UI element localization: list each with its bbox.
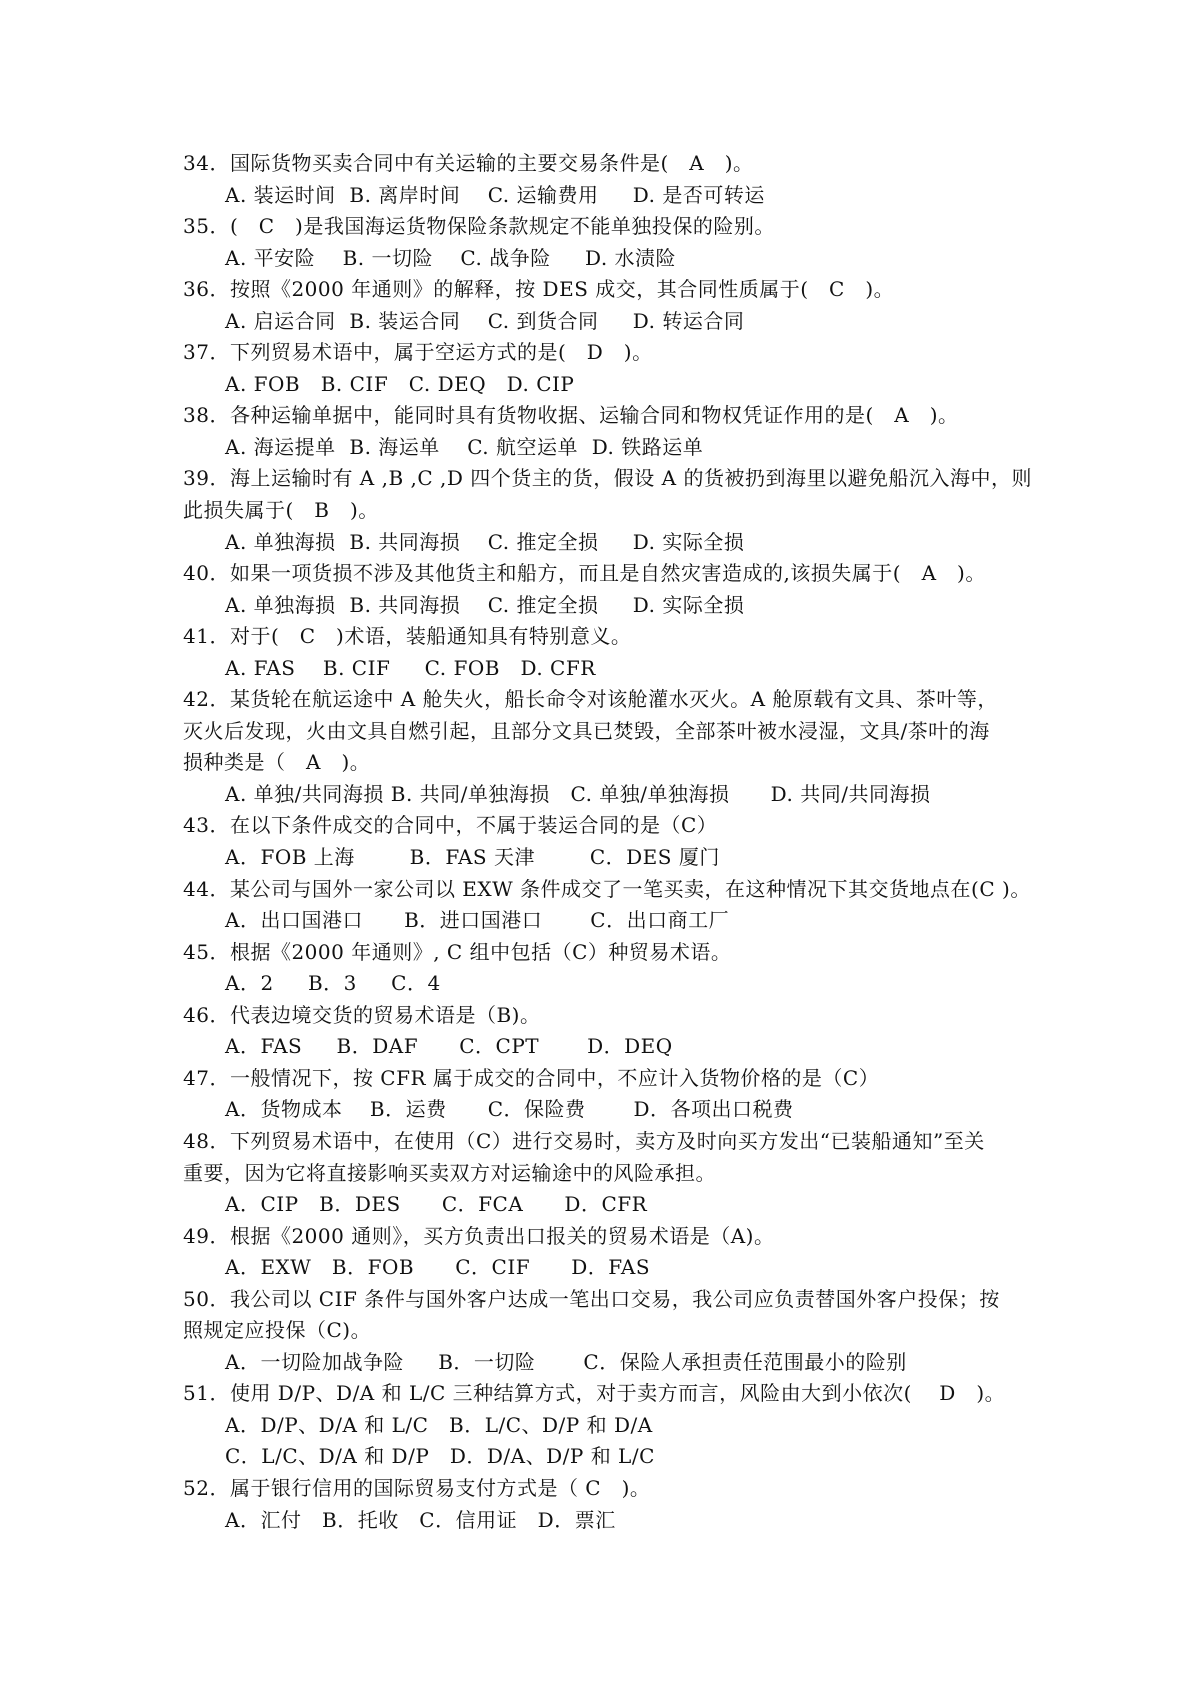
options-44: A．出口国港口 B．进口国港口 C．出口商工厂 [225,908,730,933]
question-42-continued-2: 损种类是（ A )。 [183,750,371,775]
document-page [183,148,1032,1536]
options-46: A．FAS B．DAF C．CPT D．DEQ [225,1034,673,1059]
question-39: 39．海上运输时有 A ,B ,C ,D 四个货主的货，假设 A 的货被扔到海里以避免船沉入海中，则 [183,466,1032,491]
question-43: 43．在以下条件成交的合同中，不属于装运合同的是（C） [183,813,718,838]
question-50-continued: 照规定应投保（C)。 [183,1318,372,1343]
question-47: 47．一般情况下，按 CFR 属于成交的合同中，不应计入货物价格的是（C） [183,1065,880,1090]
options-49: A．EXW B．FOB C．CIF D．FAS [225,1255,651,1280]
options-42: A. 单独/共同海损 B. 共同/单独海损 C. 单独/单独海损 D. 共同/共同海损 [225,781,931,806]
options-36: A. 启运合同 B. 装运合同 C. 到货合同 D. 转运合同 [225,308,745,333]
options-47: A．货物成本 B．运费 C．保险费 D．各项出口税费 [225,1097,794,1122]
options-37: A. FOB B. CIF C. DEQ D. CIP [225,371,575,396]
question-45: 45．根据《2000 年通则》, C 组中包括（C）种贸易术语。 [183,939,732,964]
options-51-cd: C．L/C、D/A 和 D/P D．D/A、D/P 和 L/C [225,1444,655,1469]
question-35: 35．( C )是我国海运货物保险条款规定不能单独投保的险别。 [183,214,775,239]
options-34: A. 装运时间 B. 离岸时间 C. 运输费用 D. 是否可转运 [225,182,765,207]
options-45: A．2 B．3 C．4 [225,971,441,996]
question-34: 34．国际货物买卖合同中有关运输的主要交易条件是( A )。 [183,151,754,175]
question-49: 49．根据《2000 通则》，买方负责出口报关的贸易术语是（A)。 [183,1223,775,1248]
question-40: 40．如果一项货损不涉及其他货主和船方，而且是自然灾害造成的,该损失属于( A )。 [183,561,986,586]
options-41: A. FAS B. CIF C. FOB D. CFR [225,655,596,680]
options-51-ab: A．D/P、D/A 和 L/C B．L/C、D/P 和 D/A [225,1412,653,1437]
question-39-continued: 此损失属于( B )。 [183,498,379,523]
question-50: 50．我公司以 CIF 条件与国外客户达成一笔出口交易，我公司应负责替国外客户投保；按 [183,1286,1000,1311]
question-42-continued: 灭火后发现，火由文具自燃引起，且部分文具已焚毁，全部茶叶被水浸湿，文具/茶叶的海 [183,718,990,743]
question-48: 48．下列贸易术语中，在使用（C）进行交易时，卖方及时向买方发出“已装船通知”至关 [183,1128,985,1153]
question-46: 46．代表边境交货的贸易术语是（B)。 [183,1002,541,1027]
options-52: A．汇付 B．托收 C．信用证 D．票汇 [225,1507,616,1532]
options-43: A．FOB 上海 B．FAS 天津 C．DES 厦门 [225,845,720,870]
question-36: 36．按照《2000 年通则》的解释，按 DES 成交，其合同性质属于( C )。 [183,277,895,302]
question-51: 51．使用 D/P、D/A 和 L/C 三种结算方式，对于卖方而言，风险由大到小依次( D )。 [183,1381,1006,1406]
question-48-continued: 重要，因为它将直接影响买卖双方对运输途中的风险承担。 [183,1160,716,1185]
question-41: 41．对于( C )术语，装船通知具有特别意义。 [183,624,632,649]
options-48: A．CIP B．DES C．FCA D．CFR [225,1192,648,1217]
options-50: A．一切险加战争险 B．一切险 C．保险人承担责任范围最小的险别 [225,1349,907,1374]
options-40: A. 单独海损 B. 共同海损 C. 推定全损 D. 实际全损 [225,592,745,617]
question-38: 38．各种运输单据中，能同时具有货物收据、运输合同和物权凭证作用的是( A )。 [183,403,959,428]
question-52: 52．属于银行信用的国际贸易支付方式是（ C )。 [183,1475,651,1500]
question-44: 44．某公司与国外一家公司以 EXW 条件成交了一笔买卖，在这种情况下其交货地点在(C )。 [183,876,1031,901]
options-38: A. 海运提单 B. 海运单 C. 航空运单 D. 铁路运单 [225,434,704,459]
question-37: 37．下列贸易术语中，属于空运方式的是( D )。 [183,340,653,365]
options-35: A. 平安险 B. 一切险 C. 战争险 D. 水渍险 [225,245,677,270]
options-39: A. 单独海损 B. 共同海损 C. 推定全损 D. 实际全损 [225,529,745,554]
question-42: 42．某货轮在航运途中 A 舱失火，船长命令对该舱灌水灭火。A 舱原载有文具、茶叶等， [183,687,998,712]
